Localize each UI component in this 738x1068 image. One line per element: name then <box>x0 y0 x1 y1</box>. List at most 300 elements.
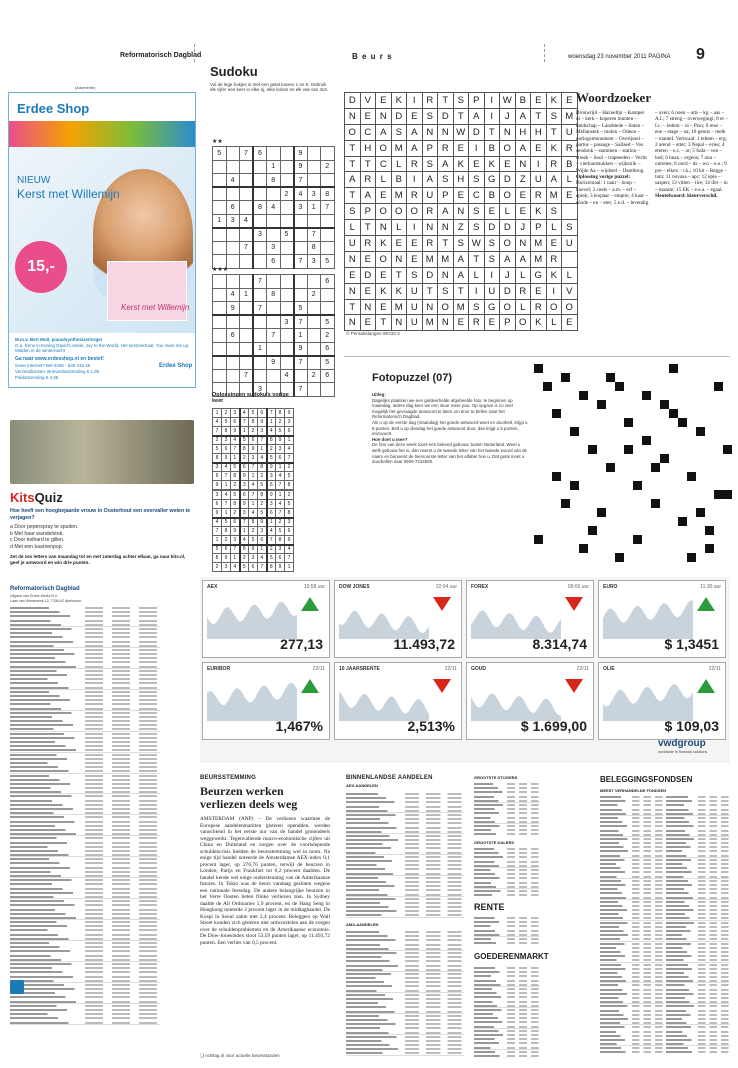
wordsearch-letter[interactable]: L <box>345 220 361 236</box>
sudoku-cell[interactable] <box>226 356 240 370</box>
sudoku-cell[interactable]: 3 <box>253 228 267 242</box>
sudoku-cell[interactable] <box>226 160 240 174</box>
sudoku-cell[interactable] <box>240 315 254 329</box>
sudoku-cell[interactable] <box>240 174 254 188</box>
sudoku-cell[interactable] <box>240 302 254 316</box>
wordsearch-letter[interactable]: B <box>562 156 578 172</box>
wordsearch-letter[interactable]: E <box>562 93 578 109</box>
wordsearch-letter[interactable]: W <box>469 236 485 252</box>
wordsearch-letter[interactable]: E <box>453 188 469 204</box>
wordsearch-letter[interactable]: T <box>546 124 562 140</box>
wordsearch-letter[interactable]: A <box>469 108 485 124</box>
erdee-ad[interactable] <box>8 92 196 388</box>
sudoku-cell[interactable] <box>267 147 281 161</box>
wordsearch-letter[interactable]: L <box>391 156 407 172</box>
wordsearch-letter[interactable]: D <box>360 267 376 283</box>
wordsearch-letter[interactable]: K <box>531 315 547 331</box>
wordsearch-letter[interactable]: E <box>562 188 578 204</box>
wordsearch-letter[interactable]: R <box>546 251 562 267</box>
wordsearch-letter[interactable]: P <box>469 93 485 109</box>
wordsearch-letter[interactable]: N <box>345 251 361 267</box>
wordsearch-letter[interactable]: S <box>438 283 454 299</box>
wordsearch-letter[interactable]: O <box>500 188 516 204</box>
wordsearch-letter[interactable]: B <box>484 140 500 156</box>
wordsearch-letter[interactable]: W <box>500 93 516 109</box>
wordsearch-letter[interactable]: M <box>391 140 407 156</box>
sudoku-cell[interactable]: 2 <box>307 288 321 302</box>
sudoku-cell[interactable] <box>213 187 227 201</box>
wordsearch-letter[interactable]: U <box>407 315 423 331</box>
wordsearch-letter[interactable]: N <box>422 299 438 315</box>
wordsearch-letter[interactable]: A <box>438 156 454 172</box>
sudoku-cell[interactable] <box>267 342 281 356</box>
sudoku-cell[interactable]: 4 <box>267 201 281 215</box>
wordsearch-letter[interactable]: I <box>469 140 485 156</box>
wordsearch-letter[interactable]: E <box>546 236 562 252</box>
sudoku-cell[interactable]: 2 <box>307 369 321 383</box>
sudoku-cell[interactable]: 6 <box>226 201 240 215</box>
sudoku-cell[interactable] <box>321 228 335 242</box>
sudoku-cell[interactable] <box>213 315 227 329</box>
wordsearch-letter[interactable]: M <box>531 236 547 252</box>
wordsearch-letter[interactable]: A <box>422 172 438 188</box>
sudoku-cell[interactable]: 4 <box>226 288 240 302</box>
quiz-option[interactable]: b Met haar wandelstok. <box>10 530 64 537</box>
wordsearch-letter[interactable]: L <box>546 220 562 236</box>
wordsearch-letter[interactable]: G <box>484 299 500 315</box>
sudoku-cell[interactable] <box>226 275 240 289</box>
sudoku-cell[interactable]: 2 <box>321 160 335 174</box>
wordsearch-letter[interactable]: A <box>515 108 531 124</box>
wordsearch-letter[interactable]: L <box>376 172 392 188</box>
sudoku-cell[interactable] <box>280 160 294 174</box>
sudoku-cell[interactable] <box>267 369 281 383</box>
wordsearch-letter[interactable]: N <box>376 108 392 124</box>
sudoku-cell[interactable]: 8 <box>253 201 267 215</box>
wordsearch-letter[interactable]: M <box>531 251 547 267</box>
wordsearch-letter[interactable]: D <box>500 220 516 236</box>
wordsearch-letter[interactable]: N <box>500 124 516 140</box>
wordsearch-letter[interactable]: K <box>546 93 562 109</box>
wordsearch-letter[interactable]: M <box>562 108 578 124</box>
sudoku-cell[interactable]: 7 <box>240 369 254 383</box>
sudoku-cell[interactable] <box>321 288 335 302</box>
wordsearch-letter[interactable]: N <box>515 156 531 172</box>
sudoku-cell[interactable] <box>253 288 267 302</box>
wordsearch-letter[interactable]: D <box>500 283 516 299</box>
wordsearch-letter[interactable]: O <box>546 299 562 315</box>
wordsearch-letter[interactable]: E <box>360 108 376 124</box>
wordsearch-letter[interactable]: O <box>376 251 392 267</box>
wordsearch-letter[interactable]: I <box>484 93 500 109</box>
wordsearch-letter[interactable]: T <box>376 315 392 331</box>
wordsearch-letter[interactable]: M <box>453 299 469 315</box>
sudoku-cell[interactable]: 2 <box>321 329 335 343</box>
sudoku-cell[interactable] <box>294 275 308 289</box>
wordsearch-letter[interactable]: T <box>345 188 361 204</box>
wordsearch-letter[interactable]: K <box>391 283 407 299</box>
sudoku-cell[interactable]: 3 <box>307 187 321 201</box>
sudoku-cell[interactable]: 9 <box>226 302 240 316</box>
wordsearch-letter[interactable]: R <box>531 188 547 204</box>
sudoku-cell[interactable] <box>253 315 267 329</box>
wordsearch-grid[interactable] <box>344 92 578 331</box>
sudoku-cell[interactable]: 6 <box>321 342 335 356</box>
sudoku-cell[interactable]: 5 <box>321 315 335 329</box>
wordsearch-letter[interactable]: M <box>391 188 407 204</box>
wordsearch-letter[interactable]: K <box>376 283 392 299</box>
sudoku-cell[interactable]: 3 <box>267 241 281 255</box>
wordsearch-letter[interactable]: N <box>360 299 376 315</box>
wordsearch-letter[interactable]: O <box>438 299 454 315</box>
wordsearch-letter[interactable]: J <box>500 108 516 124</box>
wordsearch-letter[interactable]: T <box>438 236 454 252</box>
wordsearch-letter[interactable]: E <box>360 315 376 331</box>
wordsearch-letter[interactable]: P <box>438 188 454 204</box>
market-tile[interactable] <box>202 580 330 658</box>
wordsearch-letter[interactable]: R <box>469 315 485 331</box>
sudoku-cell[interactable]: 5 <box>294 302 308 316</box>
sudoku-cell[interactable] <box>213 302 227 316</box>
sudoku-cell[interactable] <box>240 160 254 174</box>
quiz-option[interactable]: c Door keihard te gillen. <box>10 537 65 544</box>
sudoku-cell[interactable]: 7 <box>240 147 254 161</box>
quiz-option[interactable]: a Door peperspray te spuiten. <box>10 524 79 530</box>
sudoku-cell[interactable] <box>240 356 254 370</box>
wordsearch-letter[interactable]: D <box>469 124 485 140</box>
sudoku-cell[interactable] <box>294 369 308 383</box>
wordsearch-letter[interactable]: J <box>515 220 531 236</box>
sudoku-cell[interactable] <box>280 255 294 269</box>
wordsearch-letter[interactable]: S <box>422 108 438 124</box>
sudoku-cell[interactable]: 3 <box>294 201 308 215</box>
wordsearch-letter[interactable]: P <box>500 315 516 331</box>
sudoku-cell[interactable]: 6 <box>321 275 335 289</box>
wordsearch-letter[interactable]: S <box>453 236 469 252</box>
wordsearch-letter[interactable]: C <box>469 188 485 204</box>
sudoku-cell[interactable]: 1 <box>253 342 267 356</box>
sudoku-cell[interactable]: 4 <box>294 187 308 201</box>
wordsearch-letter[interactable]: A <box>515 140 531 156</box>
sudoku-cell[interactable] <box>307 174 321 188</box>
sudoku-cell[interactable] <box>226 342 240 356</box>
market-tile[interactable] <box>598 662 726 740</box>
sudoku-cell[interactable]: 3 <box>307 255 321 269</box>
wordsearch-letter[interactable]: S <box>546 204 562 220</box>
wordsearch-letter[interactable]: O <box>562 299 578 315</box>
wordsearch-letter[interactable]: E <box>469 156 485 172</box>
sudoku-cell[interactable]: 1 <box>267 160 281 174</box>
sudoku-cell[interactable]: 7 <box>294 174 308 188</box>
sudoku-cell[interactable] <box>213 160 227 174</box>
wordsearch-letter[interactable]: N <box>391 251 407 267</box>
sudoku-cell[interactable] <box>280 356 294 370</box>
wordsearch-letter[interactable]: U <box>345 236 361 252</box>
wordsearch-letter[interactable]: K <box>546 267 562 283</box>
sudoku-cell[interactable]: 6 <box>267 255 281 269</box>
wordsearch-letter[interactable]: N <box>453 204 469 220</box>
wordsearch-letter[interactable]: K <box>531 204 547 220</box>
wordsearch-letter[interactable]: I <box>546 283 562 299</box>
sudoku-cell[interactable] <box>321 302 335 316</box>
wordsearch-letter[interactable]: A <box>407 124 423 140</box>
sudoku-cell[interactable]: 7 <box>253 275 267 289</box>
wordsearch-letter[interactable]: E <box>562 315 578 331</box>
wordsearch-letter[interactable]: A <box>453 251 469 267</box>
sudoku-cell[interactable] <box>321 383 335 397</box>
wordsearch-letter[interactable]: T <box>345 156 361 172</box>
sudoku-cell[interactable] <box>213 201 227 215</box>
wordsearch-letter[interactable]: B <box>515 93 531 109</box>
wordsearch-letter[interactable]: T <box>484 124 500 140</box>
wordsearch-letter[interactable]: K <box>484 156 500 172</box>
wordsearch-letter[interactable]: S <box>438 172 454 188</box>
sudoku-cell[interactable] <box>267 187 281 201</box>
sudoku-cell[interactable] <box>213 288 227 302</box>
wordsearch-letter[interactable]: E <box>531 93 547 109</box>
sudoku-cell[interactable]: 8 <box>267 174 281 188</box>
wordsearch-letter[interactable]: E <box>407 108 423 124</box>
wordsearch-letter[interactable]: S <box>453 93 469 109</box>
wordsearch-letter[interactable]: K <box>453 156 469 172</box>
sudoku-cell[interactable] <box>240 255 254 269</box>
wordsearch-letter[interactable]: L <box>546 315 562 331</box>
sudoku-cell[interactable] <box>280 241 294 255</box>
sudoku-cell[interactable]: 4 <box>280 369 294 383</box>
wordsearch-letter[interactable]: H <box>531 124 547 140</box>
wordsearch-letter[interactable]: U <box>484 283 500 299</box>
wordsearch-letter[interactable]: E <box>531 140 547 156</box>
sudoku-cell[interactable] <box>213 228 227 242</box>
sudoku-cell[interactable] <box>240 228 254 242</box>
wordsearch-letter[interactable]: T <box>469 251 485 267</box>
wordsearch-letter[interactable]: A <box>453 267 469 283</box>
wordsearch-letter[interactable]: R <box>546 156 562 172</box>
sudoku-cell[interactable]: 6 <box>253 147 267 161</box>
wordsearch-letter[interactable]: E <box>376 188 392 204</box>
wordsearch-letter[interactable]: D <box>438 108 454 124</box>
wordsearch-letter[interactable]: A <box>500 251 516 267</box>
wordsearch-letter[interactable]: N <box>345 315 361 331</box>
wordsearch-letter[interactable]: U <box>407 299 423 315</box>
wordsearch-letter[interactable]: S <box>469 220 485 236</box>
sudoku-cell[interactable]: 6 <box>321 369 335 383</box>
wordsearch-letter[interactable]: A <box>376 124 392 140</box>
sudoku-cell[interactable]: 7 <box>253 302 267 316</box>
wordsearch-letter[interactable]: A <box>546 172 562 188</box>
sudoku-cell[interactable] <box>267 214 281 228</box>
wordsearch-letter[interactable]: R <box>531 299 547 315</box>
wordsearch-letter[interactable]: R <box>422 236 438 252</box>
sudoku-cell[interactable] <box>267 302 281 316</box>
wordsearch-letter[interactable]: I <box>407 172 423 188</box>
wordsearch-letter[interactable]: O <box>376 204 392 220</box>
wordsearch-letter[interactable]: E <box>360 251 376 267</box>
wordsearch-letter[interactable]: M <box>422 315 438 331</box>
wordsearch-letter[interactable]: O <box>500 140 516 156</box>
sudoku-cell[interactable]: 5 <box>213 147 227 161</box>
sudoku-cell[interactable] <box>294 228 308 242</box>
wordsearch-letter[interactable]: E <box>453 315 469 331</box>
wordsearch-letter[interactable]: K <box>546 140 562 156</box>
wordsearch-letter[interactable]: T <box>453 283 469 299</box>
sudoku-cell[interactable] <box>253 214 267 228</box>
wordsearch-letter[interactable]: E <box>515 204 531 220</box>
sudoku-cell[interactable]: 4 <box>226 174 240 188</box>
wordsearch-letter[interactable]: T <box>422 283 438 299</box>
sudoku-cell[interactable]: 5 <box>280 228 294 242</box>
sudoku-cell[interactable] <box>253 174 267 188</box>
sudoku-cell[interactable]: 9 <box>294 147 308 161</box>
wordsearch-letter[interactable]: O <box>515 315 531 331</box>
sudoku-cell[interactable] <box>280 288 294 302</box>
wordsearch-letter[interactable]: I <box>531 156 547 172</box>
wordsearch-letter[interactable]: M <box>438 251 454 267</box>
wordsearch-letter[interactable]: H <box>515 124 531 140</box>
sudoku-cell[interactable] <box>294 288 308 302</box>
wordsearch-letter[interactable]: T <box>360 156 376 172</box>
wordsearch-letter[interactable]: S <box>345 204 361 220</box>
sudoku-cell[interactable] <box>213 174 227 188</box>
sudoku-cell[interactable] <box>280 174 294 188</box>
wordsearch-letter[interactable]: O <box>500 299 516 315</box>
sudoku-cell[interactable] <box>226 369 240 383</box>
sudoku-cell[interactable] <box>226 228 240 242</box>
wordsearch-letter[interactable]: I <box>407 93 423 109</box>
wordsearch-letter[interactable]: O <box>500 236 516 252</box>
wordsearch-letter[interactable]: A <box>438 204 454 220</box>
wordsearch-letter[interactable]: E <box>407 251 423 267</box>
wordsearch-letter[interactable]: D <box>500 172 516 188</box>
market-tile[interactable] <box>334 662 462 740</box>
wordsearch-letter[interactable]: L <box>562 172 578 188</box>
wordsearch-letter[interactable]: E <box>407 236 423 252</box>
wordsearch-letter[interactable]: N <box>345 108 361 124</box>
wordsearch-letter[interactable]: L <box>562 267 578 283</box>
sudoku-cell[interactable] <box>294 214 308 228</box>
wordsearch-letter[interactable]: E <box>360 283 376 299</box>
sudoku-cell[interactable]: 7 <box>294 383 308 397</box>
wordsearch-letter[interactable]: U <box>562 124 578 140</box>
wordsearch-letter[interactable]: E <box>484 315 500 331</box>
sudoku-cell[interactable] <box>321 241 335 255</box>
sudoku-cell[interactable] <box>307 214 321 228</box>
sudoku-cell[interactable] <box>267 315 281 329</box>
sudoku-cell[interactable] <box>213 342 227 356</box>
sudoku-grid-1[interactable] <box>212 146 335 269</box>
wordsearch-letter[interactable]: R <box>407 156 423 172</box>
sudoku-cell[interactable] <box>213 369 227 383</box>
wordsearch-letter[interactable]: S <box>469 172 485 188</box>
sudoku-cell[interactable] <box>307 329 321 343</box>
wordsearch-letter[interactable]: T <box>438 93 454 109</box>
sudoku-cell[interactable] <box>226 187 240 201</box>
wordsearch-letter[interactable]: E <box>376 267 392 283</box>
wordsearch-letter[interactable]: I <box>484 267 500 283</box>
wordsearch-letter[interactable]: Z <box>515 172 531 188</box>
sudoku-cell[interactable] <box>240 201 254 215</box>
sudoku-cell[interactable] <box>280 214 294 228</box>
wordsearch-letter[interactable]: T <box>391 267 407 283</box>
wordsearch-letter[interactable]: A <box>360 188 376 204</box>
wordsearch-letter[interactable]: D <box>345 93 361 109</box>
wordsearch-letter[interactable]: K <box>391 93 407 109</box>
sudoku-cell[interactable]: 9 <box>294 342 308 356</box>
wordsearch-letter[interactable]: R <box>422 93 438 109</box>
wordsearch-letter[interactable]: L <box>391 220 407 236</box>
wordsearch-letter[interactable]: N <box>438 124 454 140</box>
sudoku-cell[interactable]: 8 <box>267 288 281 302</box>
wordsearch-letter[interactable]: E <box>531 283 547 299</box>
sudoku-cell[interactable] <box>280 342 294 356</box>
sudoku-cell[interactable] <box>307 275 321 289</box>
sudoku-cell[interactable] <box>321 147 335 161</box>
wordsearch-letter[interactable]: T <box>345 140 361 156</box>
wordsearch-letter[interactable]: T <box>360 220 376 236</box>
wordsearch-letter[interactable]: G <box>484 172 500 188</box>
wordsearch-letter[interactable]: P <box>531 220 547 236</box>
wordsearch-letter[interactable]: S <box>469 299 485 315</box>
sudoku-cell[interactable] <box>253 369 267 383</box>
sudoku-cell[interactable] <box>226 147 240 161</box>
wordsearch-letter[interactable]: A <box>515 251 531 267</box>
wordsearch-letter[interactable]: Z <box>453 220 469 236</box>
quiz-option[interactable]: d Met een kaarsenpop. <box>10 543 64 550</box>
sudoku-cell[interactable]: 9 <box>267 356 281 370</box>
sudoku-cell[interactable]: 1 <box>307 201 321 215</box>
wordsearch-letter[interactable]: S <box>484 236 500 252</box>
wordsearch-letter[interactable]: N <box>345 283 361 299</box>
sudoku-cell[interactable]: 5 <box>321 255 335 269</box>
sudoku-cell[interactable] <box>280 329 294 343</box>
wordsearch-letter[interactable]: E <box>376 93 392 109</box>
wordsearch-letter[interactable]: R <box>422 204 438 220</box>
wordsearch-letter[interactable]: W <box>453 124 469 140</box>
wordsearch-letter[interactable]: E <box>500 156 516 172</box>
wordsearch-letter[interactable]: U <box>531 172 547 188</box>
wordsearch-letter[interactable]: T <box>531 108 547 124</box>
sudoku-cell[interactable]: 3 <box>226 214 240 228</box>
sudoku-cell[interactable] <box>307 160 321 174</box>
sudoku-cell[interactable] <box>267 228 281 242</box>
wordsearch-letter[interactable]: O <box>407 204 423 220</box>
wordsearch-letter[interactable]: U <box>562 236 578 252</box>
wordsearch-letter[interactable]: S <box>469 204 485 220</box>
wordsearch-letter[interactable]: E <box>515 188 531 204</box>
wordsearch-letter[interactable]: E <box>484 204 500 220</box>
wordsearch-letter[interactable]: M <box>546 188 562 204</box>
wordsearch-letter[interactable]: L <box>515 299 531 315</box>
wordsearch-letter[interactable]: E <box>453 140 469 156</box>
wordsearch-letter[interactable]: I <box>484 108 500 124</box>
sudoku-cell[interactable] <box>307 342 321 356</box>
sudoku-cell[interactable] <box>280 201 294 215</box>
wordsearch-letter[interactable]: C <box>376 156 392 172</box>
wordsearch-letter[interactable]: R <box>407 188 423 204</box>
sudoku-cell[interactable] <box>253 160 267 174</box>
wordsearch-letter[interactable]: S <box>391 124 407 140</box>
wordsearch-letter[interactable]: R <box>360 236 376 252</box>
sudoku-cell[interactable]: 5 <box>321 356 335 370</box>
wordsearch-letter[interactable]: V <box>360 93 376 109</box>
sudoku-cell[interactable] <box>253 241 267 255</box>
wordsearch-letter[interactable]: C <box>360 124 376 140</box>
sudoku-cell[interactable] <box>240 275 254 289</box>
sudoku-cell[interactable]: 7 <box>294 315 308 329</box>
sudoku-cell[interactable] <box>226 241 240 255</box>
wordsearch-letter[interactable]: N <box>515 236 531 252</box>
wordsearch-letter[interactable]: B <box>391 172 407 188</box>
